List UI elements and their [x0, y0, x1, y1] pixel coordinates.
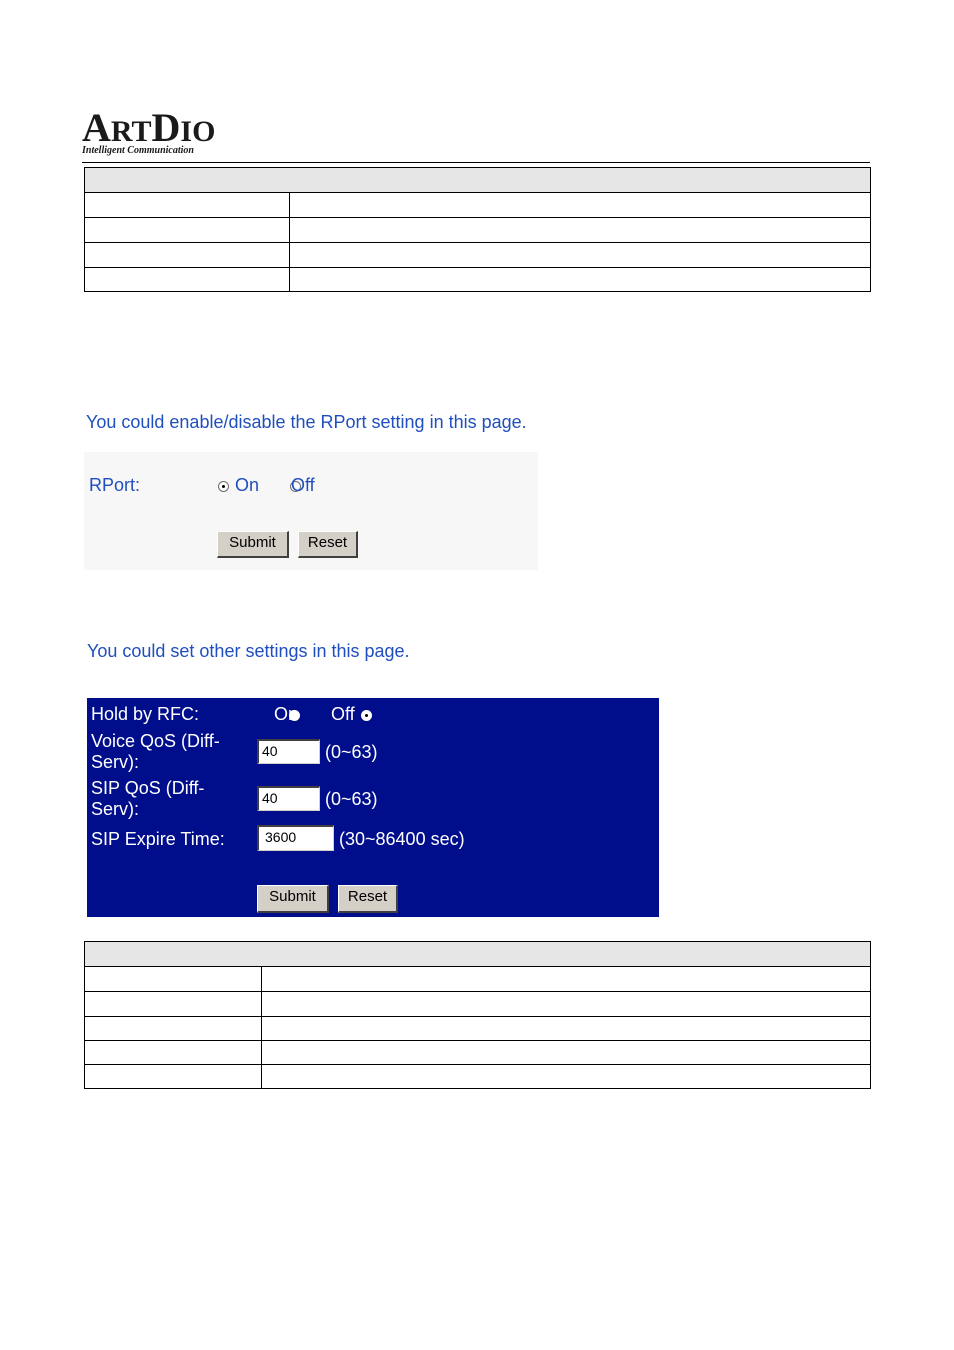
table-header-row	[85, 168, 871, 193]
sip-expire-range: (30~86400 sec)	[339, 829, 465, 849]
rport-reset-button[interactable]: Reset	[298, 531, 358, 558]
table-row	[85, 1041, 871, 1065]
table-row	[85, 967, 871, 992]
rport-submit-button[interactable]: Submit	[217, 531, 289, 558]
other-settings-description: You could set other settings in this page.	[87, 641, 410, 661]
voice-qos-input[interactable]: 40	[257, 739, 320, 764]
sip-qos-label-line1: SIP QoS (Diff-	[91, 778, 205, 798]
table-row	[85, 193, 871, 218]
other-reset-button[interactable]: Reset	[338, 885, 398, 913]
other-submit-button[interactable]: Submit	[257, 885, 329, 913]
sip-expire-input[interactable]: 3600	[257, 825, 334, 851]
sip-qos-range: (0~63)	[325, 789, 378, 809]
hold-by-rfc-label: Hold by RFC:	[91, 704, 200, 724]
sip-expire-label: SIP Expire Time:	[91, 829, 225, 849]
rport-label: RPort:	[89, 475, 141, 495]
hold-off-label: Off	[331, 704, 355, 724]
hold-on-label: On	[274, 704, 299, 724]
rport-off-label: Off	[291, 475, 315, 495]
rport-on-radio[interactable]	[218, 481, 229, 492]
rport-on-label: On	[235, 475, 260, 495]
table-header-row	[85, 942, 871, 967]
voice-qos-label-line2: Serv):	[91, 752, 140, 772]
rport-description: You could enable/disable the RPort setting in this page.	[86, 412, 527, 432]
table-row	[85, 268, 871, 292]
voice-qos-range: (0~63)	[325, 742, 378, 762]
table-row	[85, 1017, 871, 1041]
table-row	[85, 218, 871, 243]
table-row	[85, 1065, 871, 1089]
sip-qos-input[interactable]: 40	[257, 786, 320, 811]
header-divider	[82, 162, 870, 163]
artdio-logo: ARTDIO	[82, 105, 216, 150]
bottom-table	[84, 941, 871, 1089]
sip-qos-label-line2: Serv):	[91, 799, 140, 819]
voice-qos-label-line1: Voice QoS (Diff-	[91, 731, 220, 751]
logo-tagline: Intelligent Communication	[82, 145, 194, 156]
top-table	[84, 167, 871, 292]
table-row	[85, 992, 871, 1017]
table-row	[85, 243, 871, 268]
